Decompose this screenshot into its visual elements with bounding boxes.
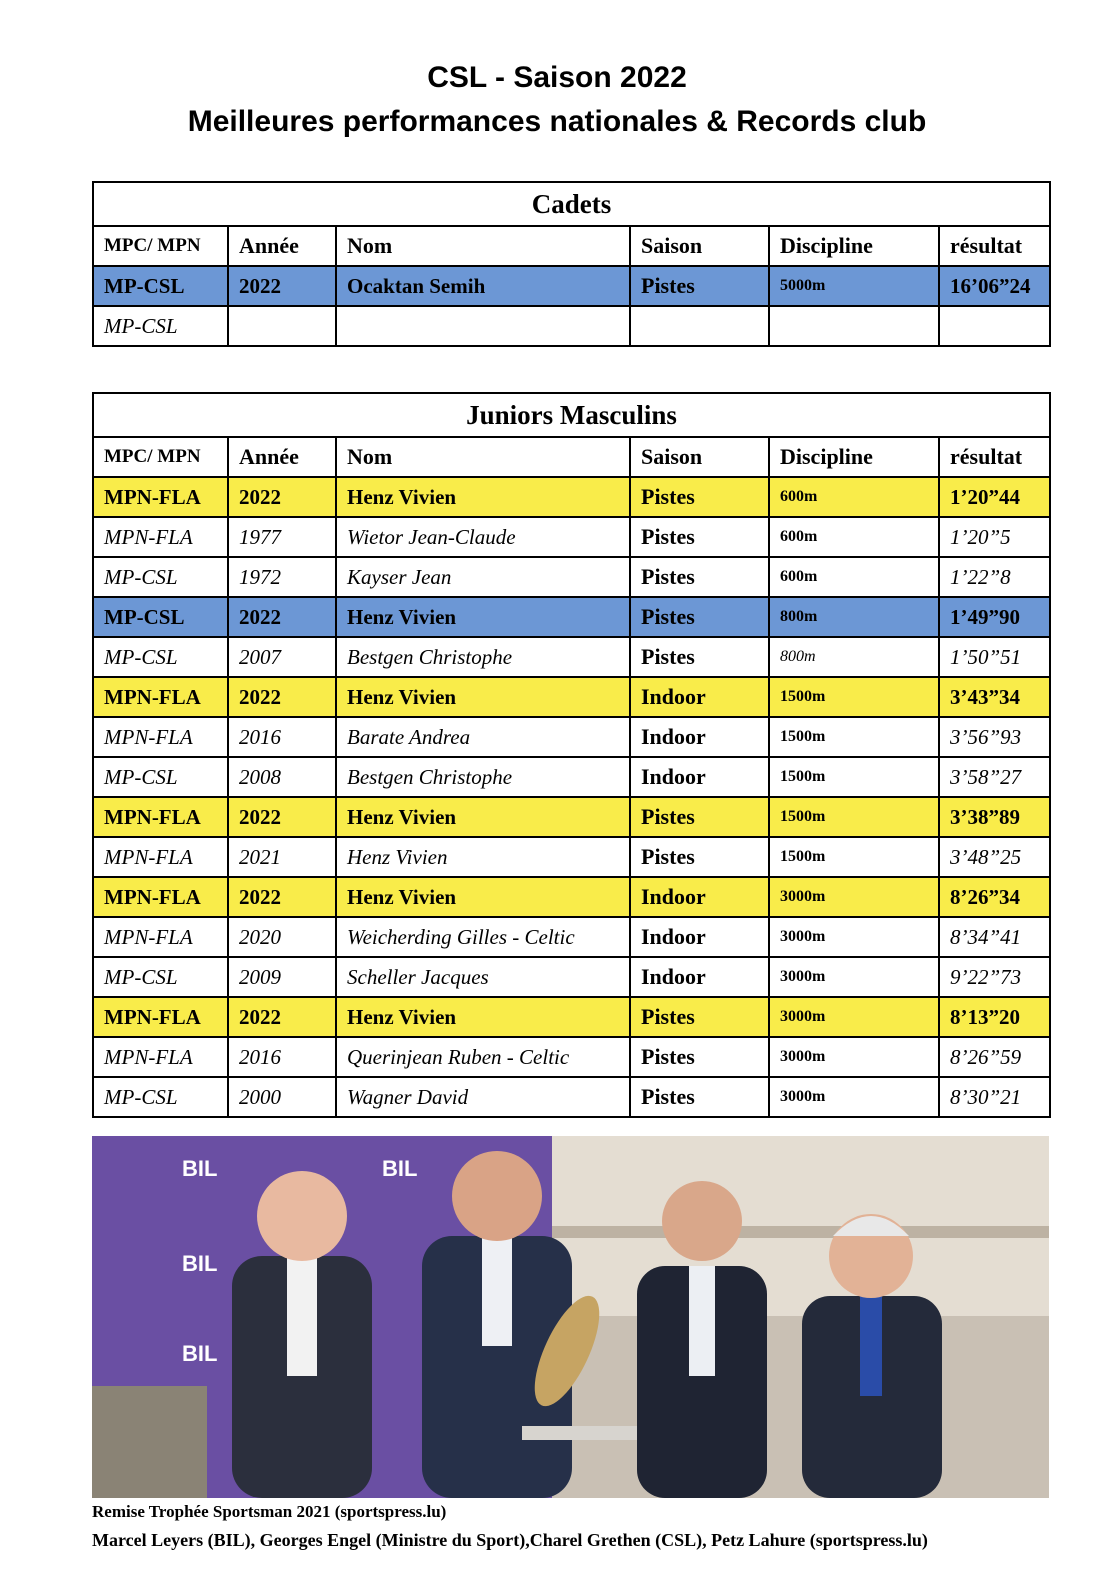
table-row [93, 957, 1050, 997]
cell-discipline: 3000m [769, 1037, 939, 1077]
cell-discipline: 600m [769, 477, 939, 517]
cell-season: Indoor [630, 757, 769, 797]
cell-year: 2022 [228, 266, 336, 306]
cell-name: Kayser Jean [336, 557, 630, 597]
cell-year: 1977 [228, 517, 336, 557]
cell-season: Pistes [630, 837, 769, 877]
cell-name: Henz Vivien [336, 597, 630, 637]
cell-result: 16’06”24 [939, 266, 1050, 306]
column-header: Discipline [769, 437, 939, 477]
table-row [93, 677, 1050, 717]
table-row [93, 517, 1050, 557]
cell-name: Ocaktan Semih [336, 266, 630, 306]
cell-result: 1’20”44 [939, 477, 1050, 517]
cell-season: Pistes [630, 1037, 769, 1077]
cell-category: MP-CSL [93, 637, 228, 677]
cell-name: Henz Vivien [336, 477, 630, 517]
cell-discipline: 1500m [769, 717, 939, 757]
cell-discipline: 3000m [769, 877, 939, 917]
cell-discipline: 600m [769, 517, 939, 557]
cell-result: 3’48”25 [939, 837, 1050, 877]
cell-result: 1’20”5 [939, 517, 1050, 557]
cell-season: Pistes [630, 997, 769, 1037]
cell-name: Henz Vivien [336, 997, 630, 1037]
cell-season [630, 306, 769, 346]
cell-category: MPN-FLA [93, 837, 228, 877]
cell-category: MP-CSL [93, 557, 228, 597]
cell-discipline: 800m [769, 597, 939, 637]
cell-discipline: 5000m [769, 266, 939, 306]
cell-season: Pistes [630, 1077, 769, 1117]
cadets-table [92, 181, 1051, 347]
cadets-caption: Cadets [93, 182, 1050, 226]
cell-season: Indoor [630, 717, 769, 757]
cell-category: MP-CSL [93, 597, 228, 637]
award-photo [92, 1136, 1049, 1498]
cell-discipline: 1500m [769, 677, 939, 717]
cell-discipline: 600m [769, 557, 939, 597]
cell-season: Pistes [630, 797, 769, 837]
table-row [93, 637, 1050, 677]
table-header [93, 226, 1050, 266]
cell-season: Pistes [630, 637, 769, 677]
cell-result: 3’38”89 [939, 797, 1050, 837]
cell-category: MPN-FLA [93, 717, 228, 757]
cell-year: 2016 [228, 717, 336, 757]
cell-year: 2022 [228, 997, 336, 1037]
cell-category: MPN-FLA [93, 797, 228, 837]
table-row [93, 837, 1050, 877]
cell-result: 9’22”73 [939, 957, 1050, 997]
cell-name: Henz Vivien [336, 797, 630, 837]
cell-year: 2022 [228, 477, 336, 517]
cell-season: Indoor [630, 677, 769, 717]
cell-discipline: 1500m [769, 837, 939, 877]
cell-result: 3’58”27 [939, 757, 1050, 797]
column-header: Saison [630, 226, 769, 266]
column-header: Année [228, 437, 336, 477]
table-header [93, 437, 1050, 477]
cell-year [228, 306, 336, 346]
cell-result: 8’34”41 [939, 917, 1050, 957]
cell-category: MP-CSL [93, 757, 228, 797]
column-header: MPC/ MPN [93, 226, 228, 266]
table-row [93, 917, 1050, 957]
photo-caption-title: Remise Trophée Sportsman 2021 (sportspress.lu) [92, 1502, 447, 1521]
cell-name: Wietor Jean-Claude [336, 517, 630, 557]
cell-name: Scheller Jacques [336, 957, 630, 997]
column-header: Nom [336, 437, 630, 477]
cell-category: MP-CSL [93, 1077, 228, 1117]
cell-discipline [769, 306, 939, 346]
cell-season: Pistes [630, 517, 769, 557]
table-row [93, 597, 1050, 637]
photo-caption-names: Marcel Leyers (BIL), Georges Engel (Ministre du Sport),Charel Grethen (CSL), Petz Lahure (sportspress.lu) [92, 1530, 928, 1550]
cell-name: Bestgen Christophe [336, 637, 630, 677]
cell-year: 2022 [228, 877, 336, 917]
cell-year: 2020 [228, 917, 336, 957]
cell-name: Wagner David [336, 1077, 630, 1117]
cell-season: Pistes [630, 266, 769, 306]
cell-result: 1’22”8 [939, 557, 1050, 597]
cell-category: MP-CSL [93, 306, 228, 346]
cell-category: MP-CSL [93, 266, 228, 306]
cell-name: Henz Vivien [336, 677, 630, 717]
cell-discipline: 1500m [769, 757, 939, 797]
banner-logo: BIL [182, 1156, 218, 1181]
cell-name: Weicherding Gilles - Celtic [336, 917, 630, 957]
cell-name: Barate Andrea [336, 717, 630, 757]
cell-season: Indoor [630, 877, 769, 917]
cell-season: Indoor [630, 917, 769, 957]
column-header: Année [228, 226, 336, 266]
cell-category: MPN-FLA [93, 1037, 228, 1077]
column-header: Discipline [769, 226, 939, 266]
table-row [93, 1037, 1050, 1077]
column-header: résultat [939, 437, 1050, 477]
cell-year: 1972 [228, 557, 336, 597]
cell-category: MPN-FLA [93, 517, 228, 557]
cell-year: 2000 [228, 1077, 336, 1117]
cell-result: 8’26”59 [939, 1037, 1050, 1077]
table-row [93, 717, 1050, 757]
cell-season: Pistes [630, 597, 769, 637]
cell-result: 8’30”21 [939, 1077, 1050, 1117]
cell-category: MPN-FLA [93, 997, 228, 1037]
cell-season: Pistes [630, 477, 769, 517]
cell-result: 3’43”34 [939, 677, 1050, 717]
cell-result: 1’50”51 [939, 637, 1050, 677]
juniors-caption: Juniors Masculins [93, 393, 1050, 437]
cell-category: MPN-FLA [93, 477, 228, 517]
cell-result [939, 306, 1050, 346]
table-row [93, 266, 1050, 306]
cell-year: 2021 [228, 837, 336, 877]
cell-year: 2022 [228, 797, 336, 837]
cell-discipline: 3000m [769, 1077, 939, 1117]
cell-discipline: 800m [769, 637, 939, 677]
page-subtitle: Meilleures performances nationales & Records club [187, 105, 927, 138]
cell-name: Henz Vivien [336, 837, 630, 877]
cell-name: Querinjean Ruben - Celtic [336, 1037, 630, 1077]
table-row [93, 306, 1050, 346]
cell-season: Indoor [630, 957, 769, 997]
cell-year: 2022 [228, 677, 336, 717]
cell-name: Bestgen Christophe [336, 757, 630, 797]
cell-category: MPN-FLA [93, 877, 228, 917]
table-row [93, 477, 1050, 517]
cell-year: 2007 [228, 637, 336, 677]
banner-logo: BIL [382, 1156, 418, 1181]
page-title: CSL - Saison 2022 [427, 61, 687, 94]
table-row [93, 1077, 1050, 1117]
banner-logo: BIL [182, 1251, 218, 1276]
cell-discipline: 3000m [769, 997, 939, 1037]
cell-category: MPN-FLA [93, 677, 228, 717]
table-row [93, 757, 1050, 797]
juniors-table [92, 392, 1051, 1118]
cell-category: MPN-FLA [93, 917, 228, 957]
cell-season: Pistes [630, 557, 769, 597]
table-row [93, 797, 1050, 837]
cell-name: Henz Vivien [336, 877, 630, 917]
cell-year: 2016 [228, 1037, 336, 1077]
column-header: Nom [336, 226, 630, 266]
cell-year: 2022 [228, 597, 336, 637]
cell-discipline: 3000m [769, 917, 939, 957]
column-header: résultat [939, 226, 1050, 266]
table-row [93, 557, 1050, 597]
cell-name [336, 306, 630, 346]
cell-discipline: 1500m [769, 797, 939, 837]
column-header: MPC/ MPN [93, 437, 228, 477]
table-row [93, 877, 1050, 917]
cell-result: 8’26”34 [939, 877, 1050, 917]
cell-category: MP-CSL [93, 957, 228, 997]
cell-result: 8’13”20 [939, 997, 1050, 1037]
banner-logo: BIL [182, 1341, 218, 1366]
cell-discipline: 3000m [769, 957, 939, 997]
column-header: Saison [630, 437, 769, 477]
cell-result: 1’49”90 [939, 597, 1050, 637]
cell-result: 3’56”93 [939, 717, 1050, 757]
cell-year: 2008 [228, 757, 336, 797]
table-row [93, 997, 1050, 1037]
cell-year: 2009 [228, 957, 336, 997]
